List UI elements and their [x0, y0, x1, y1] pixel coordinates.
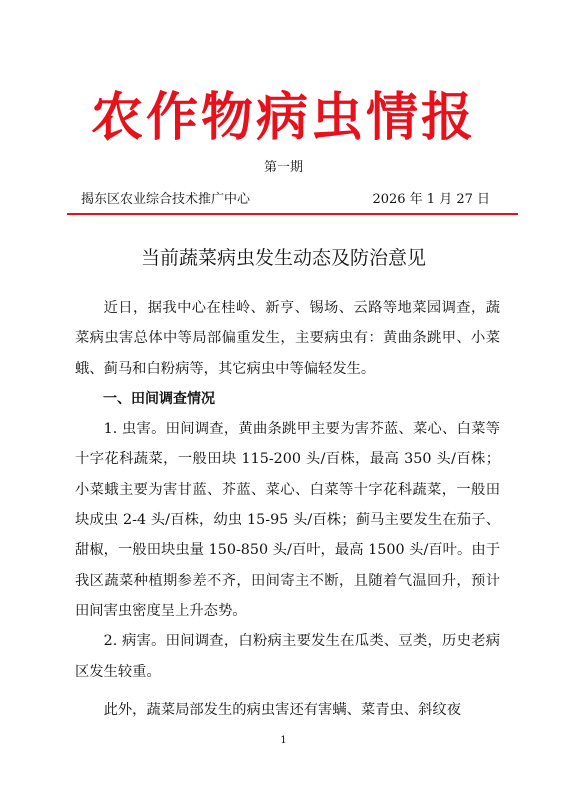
header-divider — [67, 213, 518, 215]
pests-paragraph: 1. 虫害。田间调查，黄曲条跳甲主要为害芥蓝、菜心、白菜等十字花科蔬菜，一般田块 115-200 头/百株，最高 350 头/百株；小菜蛾主要为害甘蓝、芥蓝、菜心、白菜等十字花科蔬菜，一般田块成虫 2-4 头/百株，幼虫 15-95 头/百株；蓟马主要发生在茄子、甜椒，一般田块虫量 150-850 头/百叶，最高 1500 头/百叶。由于我区蔬菜种植期参差不齐，田间寄主不断，且随着气温回升，预计田间害虫密度呈上升态势。 — [75, 421, 500, 619]
article-title: 当前蔬菜病虫发生动态及防治意见 — [140, 247, 426, 269]
other-pests-paragraph: 此外，蔬菜局部发生的病虫害还有害螨、菜青虫、斜纹夜 — [103, 701, 462, 718]
intro-paragraph: 近日，据我中心在桂岭、新亨、锡场、云路等地菜园调查，蔬菜病虫害总体中等局部偏重发生，主要病虫有：黄曲条跳甲、小菜蛾、蓟马和白粉病等，其它病虫中等偏轻发生。 — [75, 300, 500, 377]
article-body — [75, 293, 500, 725]
report-masthead: 农作物病虫情报 — [90, 87, 476, 148]
issuing-organization: 揭东区农业综合技术推广中心 — [81, 192, 251, 207]
page-number: 1 — [280, 735, 287, 746]
diseases-paragraph: 2. 病害。田间调查，白粉病主要发生在瓜类、豆类，历史老病区发生较重。 — [75, 633, 500, 680]
issue-date: 2026 年 1 月 27 日 — [372, 192, 490, 207]
section-heading-field-survey: 一、田间调查情况 — [103, 390, 215, 407]
issue-number: 第一期 — [263, 160, 303, 175]
